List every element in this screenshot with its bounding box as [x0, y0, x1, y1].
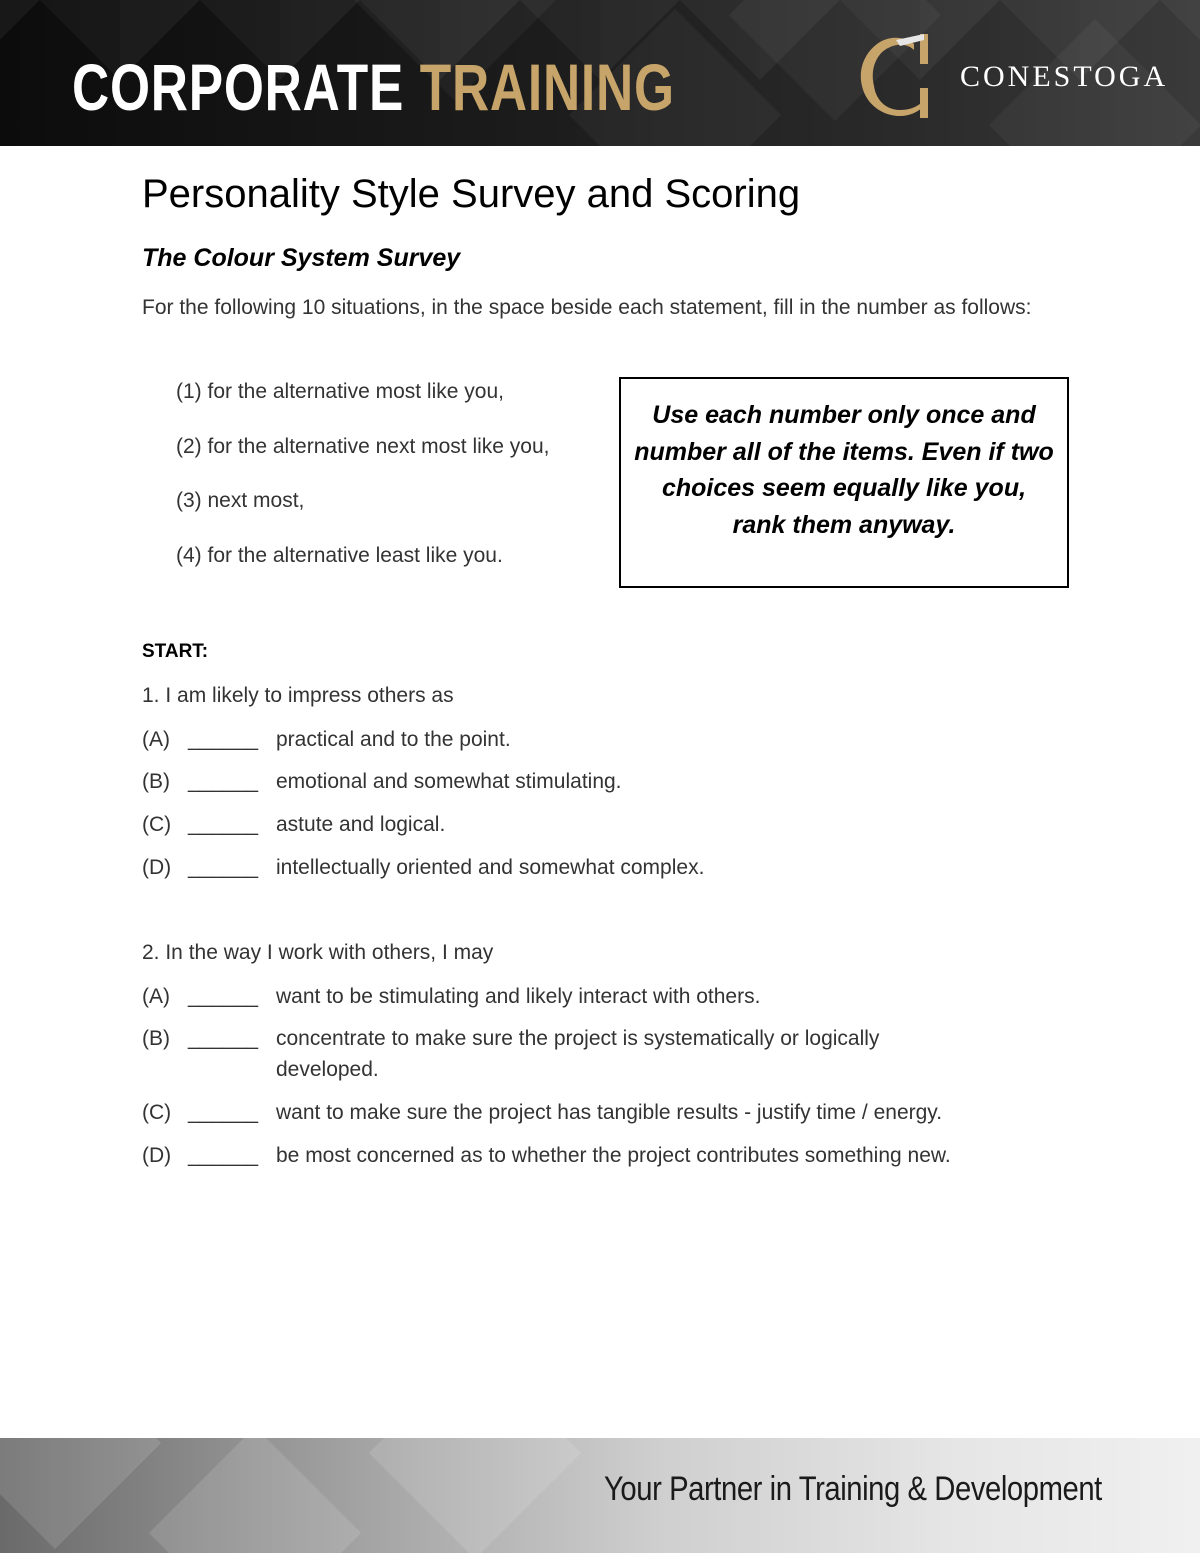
option-text: be most concerned as to whether the project contributes something new. [276, 1144, 951, 1167]
option-text: practical and to the point. [276, 728, 511, 751]
option-text: want to be stimulating and likely interact with others. [276, 985, 761, 1008]
scale-item: (2) for the alternative next most like you, [176, 435, 550, 458]
question-prompt: 1. I am likely to impress others as [142, 684, 454, 707]
answer-blank[interactable]: ______ [188, 813, 259, 836]
brand-word-training: TRAINING [419, 50, 675, 124]
option-text: emotional and somewhat stimulating. [276, 770, 622, 793]
option-text: concentrate to make sure the project is systematically or logically developed. [276, 1027, 880, 1081]
header-banner [0, 0, 1200, 146]
answer-blank[interactable]: ______ [188, 1144, 259, 1167]
option-text: astute and logical. [276, 813, 446, 836]
question-prompt: 2. In the way I work with others, I may [142, 941, 494, 964]
answer-blank[interactable]: ______ [188, 985, 259, 1008]
page-title: Personality Style Survey and Scoring [142, 172, 801, 216]
footer-decor-diamond [369, 1438, 581, 1553]
footer-decor-diamond [0, 1438, 161, 1549]
section-subtitle: The Colour System Survey [142, 244, 461, 272]
footer-decor-diamond [149, 1438, 361, 1553]
option-letter: (B) [142, 770, 170, 793]
conestoga-logo-icon [852, 30, 936, 122]
option-letter: (C) [142, 813, 172, 836]
option-letter: (D) [142, 856, 172, 879]
option-text: want to make sure the project has tangible results - justify time / energy. [276, 1101, 943, 1124]
option-letter: (A) [142, 985, 170, 1008]
logo-wordmark: CONESTOGA [960, 60, 1169, 93]
instruction-note-text: Use each number only once and number all of the items. Even if two choices seem equally like you, rank them anyway. [634, 401, 1054, 539]
option-letter: (D) [142, 1144, 172, 1167]
scale-item: (3) next most, [176, 489, 305, 512]
start-label: START: [142, 641, 209, 662]
intro-paragraph: For the following 10 situations, in the space beside each statement, fill in the number as follows: [142, 296, 1032, 319]
option-letter: (C) [142, 1101, 172, 1124]
answer-blank[interactable]: ______ [188, 1101, 259, 1124]
option-letter: (A) [142, 728, 170, 751]
option-text: intellectually oriented and somewhat complex. [276, 856, 705, 879]
brand-word-corporate: CORPORATE [72, 50, 405, 124]
footer-tagline: Your Partner in Training & Development [604, 1470, 1102, 1508]
option-letter: (B) [142, 1027, 170, 1050]
instruction-note-box [619, 377, 1069, 588]
answer-blank[interactable]: ______ [188, 856, 259, 879]
answer-blank[interactable]: ______ [188, 728, 259, 751]
answer-blank[interactable]: ______ [188, 770, 259, 793]
scale-item: (1) for the alternative most like you, [176, 380, 504, 403]
answer-blank[interactable]: ______ [188, 1027, 259, 1050]
scale-item: (4) for the alternative least like you. [176, 544, 503, 567]
brand-wordmark [72, 40, 675, 124]
footer-banner [0, 1438, 1200, 1553]
